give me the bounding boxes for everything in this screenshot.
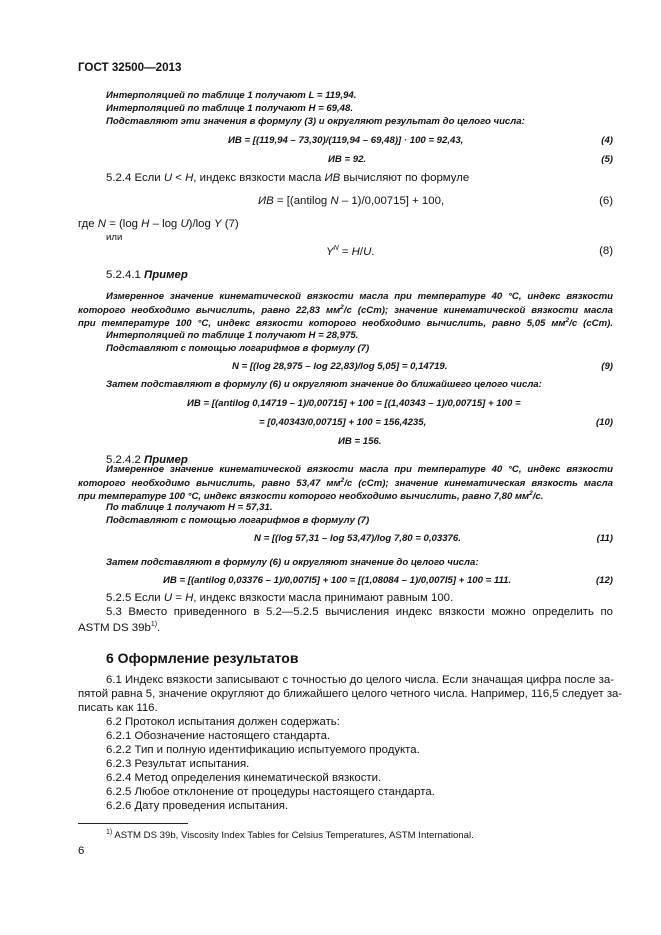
equation-10b: = [0,40343/0,00715] + 100 = 156,4235, [259,417,427,428]
paragraph-6-2-3: 6.2.3 Результат испытания. [106,758,250,770]
page-header-standard: ГОСТ 32500—2013 [78,61,182,74]
text-line: при температуре 100 °С, индекс вязкости которого необходимо вычислить, равно 7,80 $мм^2/с$. [78,490,544,503]
text-line: Подставляют с помощью логарифмов в формулу (7) [106,515,370,526]
equation-number: (9) [601,361,613,372]
paragraph-6-2-4: 6.2.4 Метод определения кинематической вязкости. [106,772,382,784]
paragraph-5-2-5: 5.2.5 Если U = H, индекс вязкости масла принимают равным 100. [106,592,454,604]
paragraph-6-2-6: 6.2.6 Дату проведения испытания. [106,800,289,812]
equation-number: (11) [596,533,613,544]
equation-12: ИВ = [(antilog 0,03376 – 1)/0,007I5] + 100 = [(1,08084 – 1)/0,007I5] + 100 = 111. [163,575,512,586]
paragraph-6-2: 6.2 Протокол испытания должен содержать: [106,716,340,728]
section-6-heading: 6 Оформление результатов [106,650,299,666]
text-line: Затем подставляют в формулу (6) и округляют значение до ближайшего целого числа: [106,379,542,390]
text-line: которого необходимо вычислить, равно 22,83 $мм^2/с$ (сСт); значение кинематической вязкости масла [78,304,613,317]
paragraph-6-1: 6.1 Индекс вязкости записывают с точностью до целого числа. Если значащая цифра после за- [106,674,615,686]
equation-number: (8) [599,245,613,257]
paragraph-6-1-cont: писать как 116. [78,702,158,714]
footnote: $^{1)}$ ASTM DS 39b, Viscosity Index Tables for Celsius Temperatures, ASTM International. [106,829,474,842]
text: 5.2.4 Если U < H, индекс вязкости масла ИВ вычисляют по формуле [106,172,470,184]
equation-ivb-156: ИВ = 156. [338,436,382,447]
example-title-1: 5.2.4.1 Пример [106,269,188,281]
paragraph-5-2-4 [106,173,469,184]
text-line: при температуре 100 °С, индекс вязкости которого необходимо вычислить, равно 5,05 $мм^2/с$ (сСт). [78,317,613,330]
equation-6: ИВ = [(antilog N – 1)/0,00715] + 100, [258,195,445,207]
text-line: Интерполяцией по таблице 1 получают H = 69,48. [106,103,354,114]
text-line: которого необходимо вычислить, равно 53,47 $мм^2/с$ (сСт); значение кинематическая вязкость масла [78,477,613,490]
equation-number: (4) [601,135,613,146]
or-word: или [106,232,123,243]
text-line: По таблице 1 получают H = 57,31. [106,502,273,513]
text-line: Интерполяцией по таблице 1 получают H = 28,975. [106,330,359,341]
paragraph-6-1-cont: пятой равна 5, значение округляют до ближайшего целого четного числа. Например, 116,5 следует за- [78,688,623,700]
equation-number: (10) [595,417,613,428]
equation-4: ИВ = [(119,94 – 73,30)/(119,94 – 69,48)] · 100 = 92,43, [228,135,464,146]
equation-9: N = [(log 28,975 – log 22,83)/log 5,05] = 0,14719. [232,361,448,372]
paragraph-6-2-1: 6.2.1 Обозначение настоящего стандарта. [106,730,331,742]
text-line: Подставляют эти значения в формулу (3) и округляют результат до целого числа: [106,116,525,127]
equation-10a: ИВ = [(antilog 0,14719 – 1)/0,00715] + 100 = [(1,40343 – 1)/0,00715] + 100 = [187,398,521,409]
text-line: Интерполяцией по таблице 1 получают L = 119,94. [106,90,357,101]
page-number: 6 [78,845,85,857]
equation-number: (12) [595,575,613,586]
where-line: где N = (log H – log U)/log Y (7) [78,218,239,230]
paragraph-6-2-5: 6.2.5 Любое отклонение от процедуры настоящего стандарта. [106,786,435,798]
paragraph-5-3-cont: ASTM DS $39b^{1)}$. [78,621,161,634]
text-line: Затем подставляют в формулу (6) и округляют значение до целого числа: [106,557,479,568]
equation-number: (5) [601,154,613,165]
paragraph-5-3: 5.3 Вместо приведенного в 5.2—5.2.5 вычисления индекс вязкости можно определить по [106,606,613,618]
text-line: Измеренное значение кинематической вязкости масла при температуре 40 °С, индекс вязкости [106,464,613,475]
equation-11: N = [(log 57,31 – log 53,47)/log 7,80 = 0,03376. [254,533,461,544]
equation-8: $Y^N = H/U$. [326,245,375,258]
example-title-2: 5.2.4.2 Пример [106,454,188,466]
equation-number: (6) [599,195,613,207]
paragraph-6-2-2: 6.2.2 Тип и полную идентификацию испытуемого продукта. [106,744,420,756]
footnote-divider [78,823,188,824]
text-line: Подставляют с помощью логарифмов в формулу (7) [106,343,370,354]
equation-5: ИВ = 92. [328,154,367,165]
text-line: Измеренное значение кинематической вязкости масла при температуре 40 °С, индекс вязкости [106,291,613,302]
